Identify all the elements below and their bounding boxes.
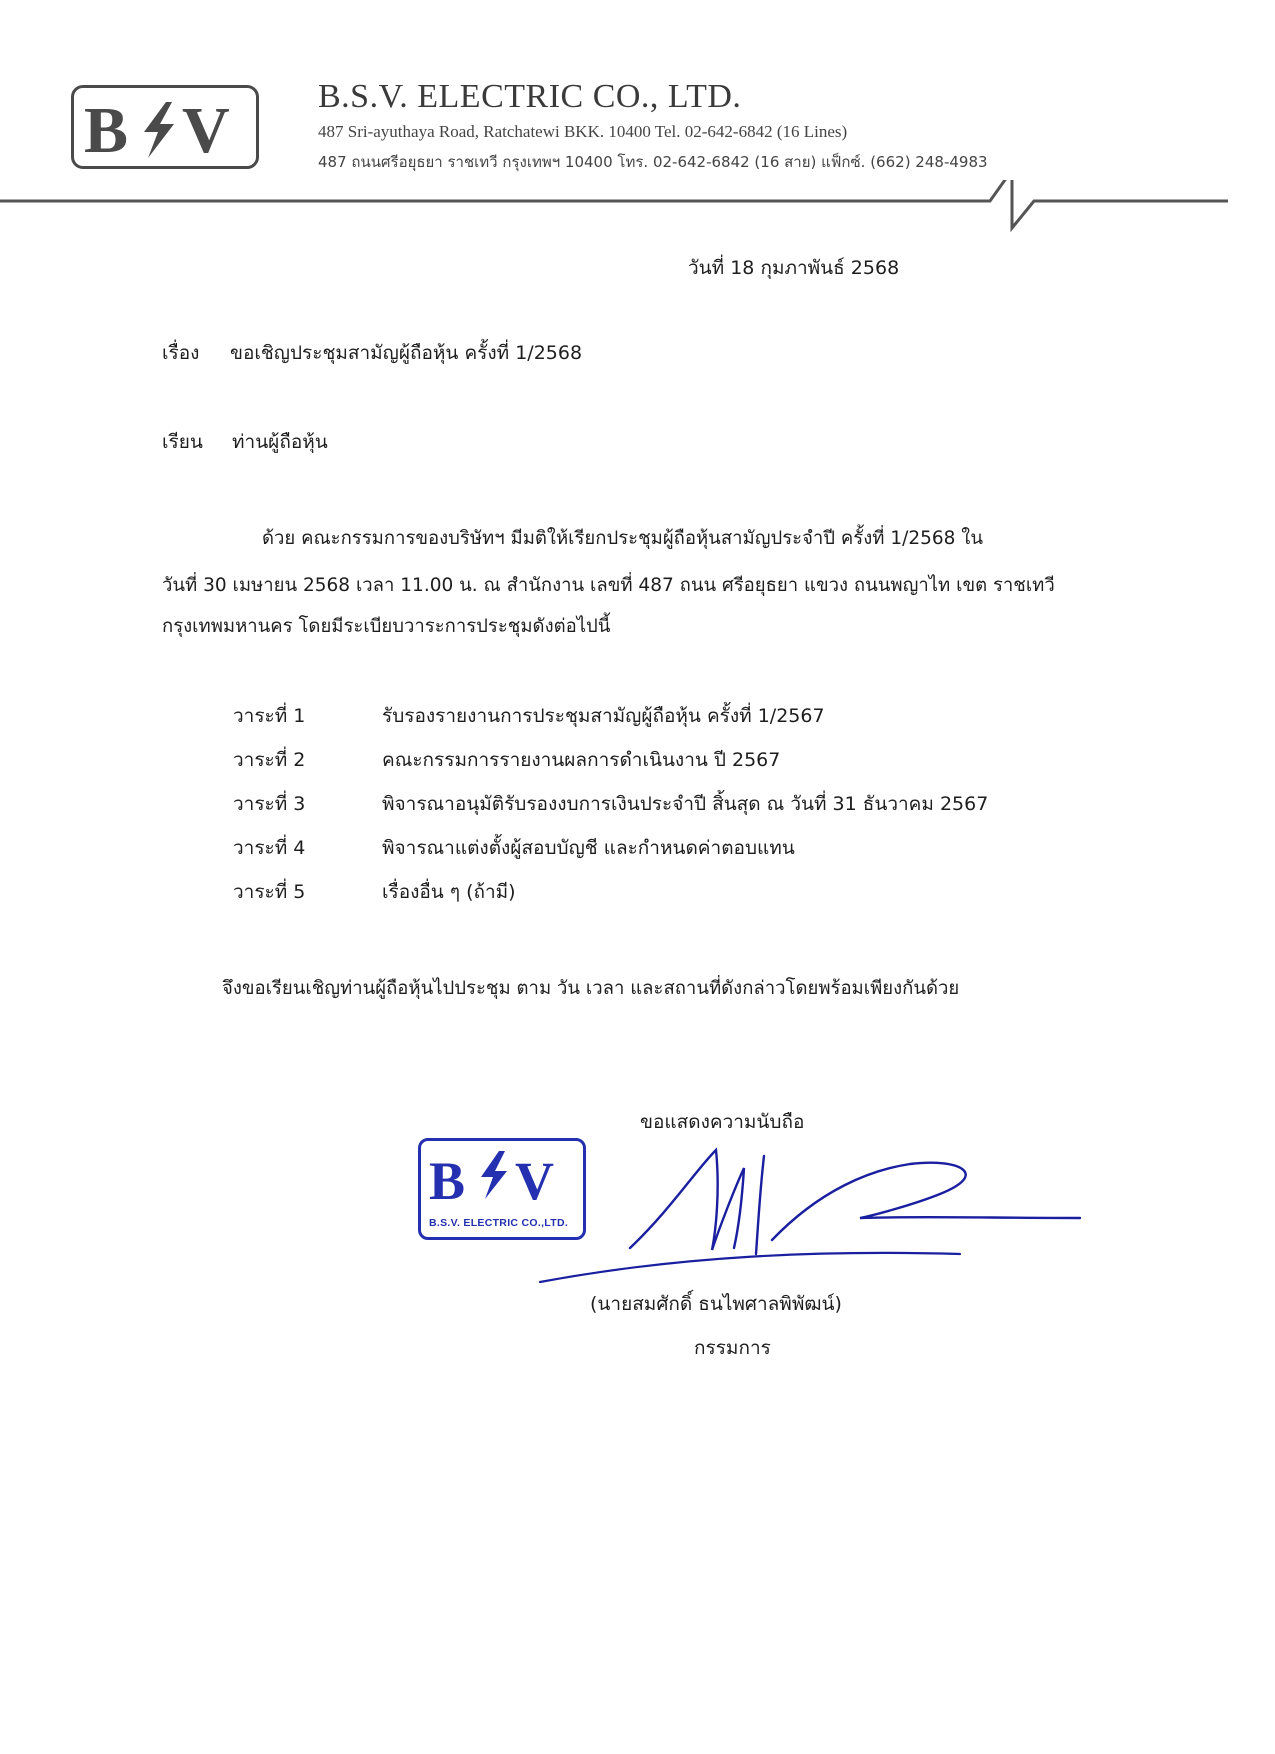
svg-text:B: B (84, 94, 129, 166)
agenda-item-2-label: วาระที่ 2 (233, 749, 306, 771)
closing-sentence: จึงขอเรียนเชิญท่านผู้ถือหุ้นไปประชุม ตาม วัน เวลา และสถานที่ดังกล่าวโดยพร้อมเพียงกันด้วย (222, 978, 960, 999)
recipient-text: ท่านผู้ถือหุ้น (232, 431, 328, 453)
logo-mark-icon (74, 88, 256, 166)
company-address-th: 487 ถนนศรีอยุธยา ราชเทวี กรุงเทพฯ 10400 โทร. 02-642-6842 (16 สาย) แฟ็กซ์. (662) 248-4983 (318, 153, 988, 171)
svg-text:V: V (182, 94, 230, 166)
subject-text: ขอเชิญประชุมสามัญผู้ถือหุ้น ครั้งที่ 1/2568 (230, 342, 583, 364)
signer-title: กรรมการ (694, 1337, 771, 1359)
agenda-item-3-label: วาระที่ 3 (233, 793, 306, 815)
agenda-item-2-text: คณะกรรมการรายงานผลการดำเนินงาน ปี 2567 (382, 749, 781, 771)
agenda-item-5-text: เรื่องอื่น ๆ (ถ้ามี) (382, 881, 516, 903)
company-name: B.S.V. ELECTRIC CO., LTD. (318, 78, 742, 115)
paragraph-line-3: กรุงเทพมหานคร โดยมีระเบียบวาระการประชุมดังต่อไปนี้ (162, 616, 611, 637)
agenda-item-5-label: วาระที่ 5 (233, 881, 306, 903)
stamp-caption: B.S.V. ELECTRIC CO.,LTD. (429, 1217, 569, 1229)
svg-text:V: V (515, 1151, 554, 1211)
handwritten-signature (520, 1130, 1140, 1290)
signer-name: (นายสมศักดิ์ ธนไพศาลพิพัฒน์) (590, 1293, 842, 1315)
agenda-item-1-label: วาระที่ 1 (233, 705, 306, 727)
agenda-item-3-text: พิจารณาอนุมัติรับรองงบการเงินประจำปี สิ้นสุด ณ วันที่ 31 ธันวาคม 2567 (382, 793, 989, 815)
company-address-en: 487 Sri-ayuthaya Road, Ratchatewi BKK. 10400 Tel. 02-642-6842 (16 Lines) (318, 122, 848, 141)
agenda-item-4-label: วาระที่ 4 (233, 837, 306, 859)
company-logo (71, 85, 259, 169)
agenda-item-4-text: พิจารณาแต่งตั้งผู้สอบบัญชี และกำหนดค่าตอบแทน (382, 837, 795, 859)
agenda-item-1-text: รับรองรายงานการประชุมสามัญผู้ถือหุ้น ครั้งที่ 1/2567 (382, 705, 825, 727)
header-divider (0, 180, 1275, 240)
svg-text:B: B (429, 1151, 466, 1211)
letter-date: วันที่ 18 กุมภาพันธ์ 2568 (688, 257, 900, 279)
paragraph-line-2: วันที่ 30 เมษายน 2568 เวลา 11.00 น. ณ สำนักงาน เลขที่ 487 ถนน ศรีอยุธยา แขวง ถนนพญาไท เขต ราชเทวี (162, 575, 1055, 596)
paragraph-line-1: ด้วย คณะกรรมการของบริษัทฯ มีมติให้เรียกประชุมผู้ถือหุ้นสามัญประจำปี ครั้งที่ 1/2568 ใน (262, 528, 983, 549)
subject-label: เรื่อง (162, 342, 200, 364)
recipient-label: เรียน (162, 431, 203, 453)
regards-text: ขอแสดงความนับถือ (640, 1111, 805, 1133)
